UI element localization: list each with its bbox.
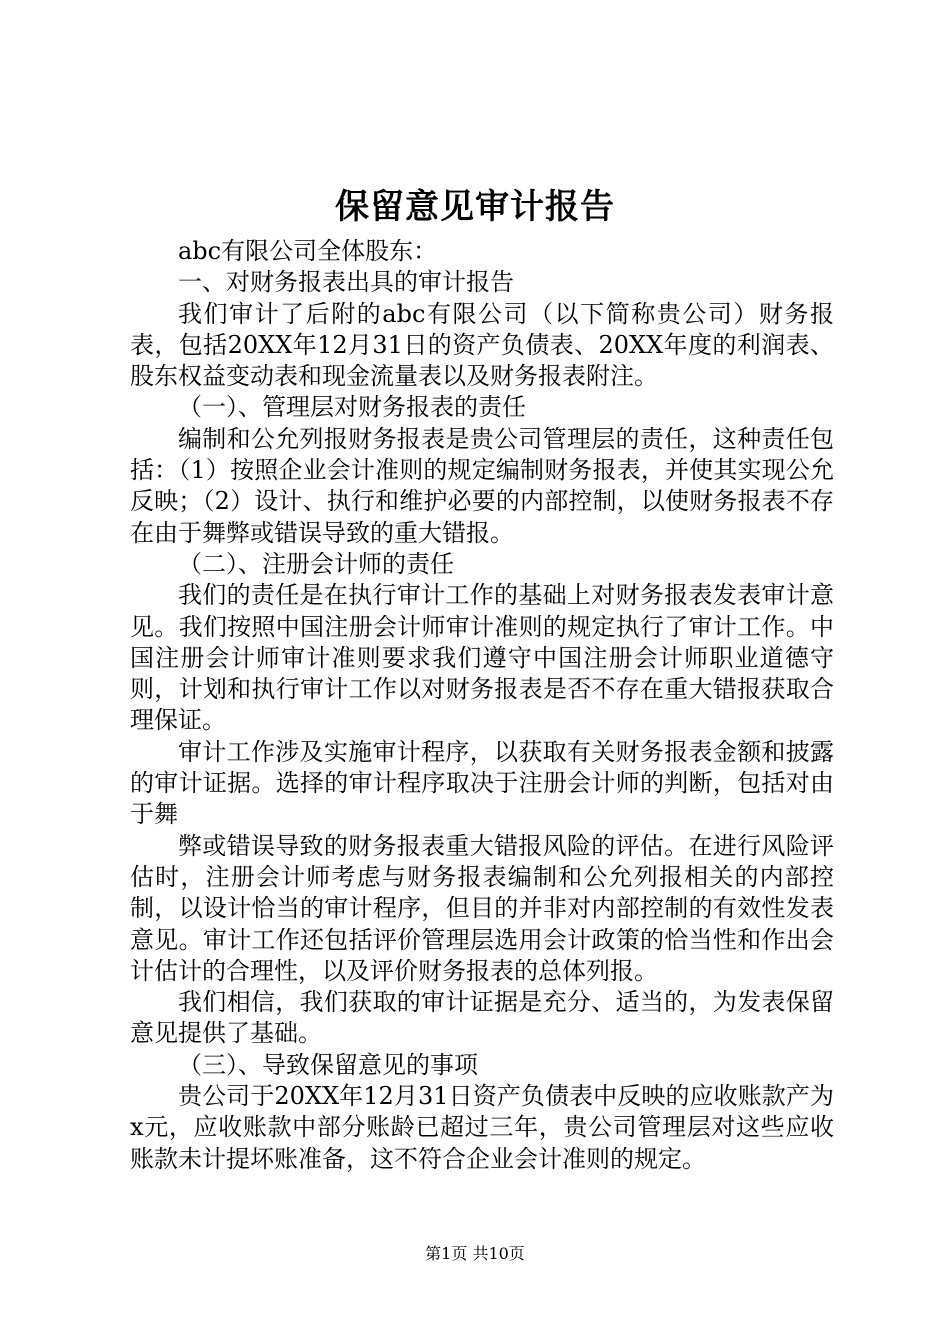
paragraph: 编制和公允列报财务报表是贵公司管理层的责任，这种责任包括：（1）按照企业会计准则的规定编制财务报表，并使其实现公允反映；（2）设计、执行和维护必要的内部控制，以使财务报表不存在由于舞弊或错误导致的重大错报。 <box>130 424 834 547</box>
paragraph: 我们审计了后附的abc有限公司（以下简称贵公司）财务报表，包括20XX年12月31日的资产负债表、20XX年度的利润表、股东权益变动表和现金流量表以及财务报表附注。 <box>130 299 834 391</box>
subsection-heading: （一）、管理层对财务报表的责任 <box>178 393 526 422</box>
salutation: abc有限公司全体股东： <box>178 237 438 265</box>
paragraph: 弊或错误导致的财务报表重大错报风险的评估。在进行风险评估时，注册会计师考虑与财务报表编制和公允列报相关的内部控制，以设计恰当的审计程序，但目的并非对内部控制的有效性发表意见。审计工作还包括评价管理层选用会计政策的恰当性和作出会计估计的合理性，以及评价财务报表的总体列报。 <box>130 831 834 985</box>
paragraph: 贵公司于20XX年12月31日资产负债表中反映的应收账款产为x元，应收账款中部分账龄已超过三年，贵公司管理层对这些应收账款未计提坏账准备，这不符合企业会计准则的规定。 <box>130 1082 834 1173</box>
document-body <box>130 236 834 1175</box>
section-heading: 一、对财务报表出具的审计报告 <box>178 268 514 297</box>
paragraph: 我们相信，我们获取的审计证据是充分、适当的，为发表保留意见提供了基础。 <box>130 988 834 1048</box>
subsection-heading: （二）、注册会计师的责任 <box>178 549 454 578</box>
document-title: 保留意见审计报告 <box>335 187 615 227</box>
paragraph: 我们的责任是在执行审计工作的基础上对财务报表发表审计意见。我们按照中国注册会计师审计准则的规定执行了审计工作。中国注册会计师审计准则要求我们遵守中国注册会计师职业道德守则，计划和执行审计工作以对财务报表是否不存在重大错报获取合理保证。 <box>130 581 834 735</box>
page-indicator: 第1页 共10页 <box>425 1244 525 1263</box>
subsection-heading: （三）、导致保留意见的事项 <box>178 1050 478 1079</box>
paragraph: 审计工作涉及实施审计程序，以获取有关财务报表金额和披露的审计证据。选择的审计程序取决于注册会计师的判断，包括对由于舞 <box>130 737 834 829</box>
